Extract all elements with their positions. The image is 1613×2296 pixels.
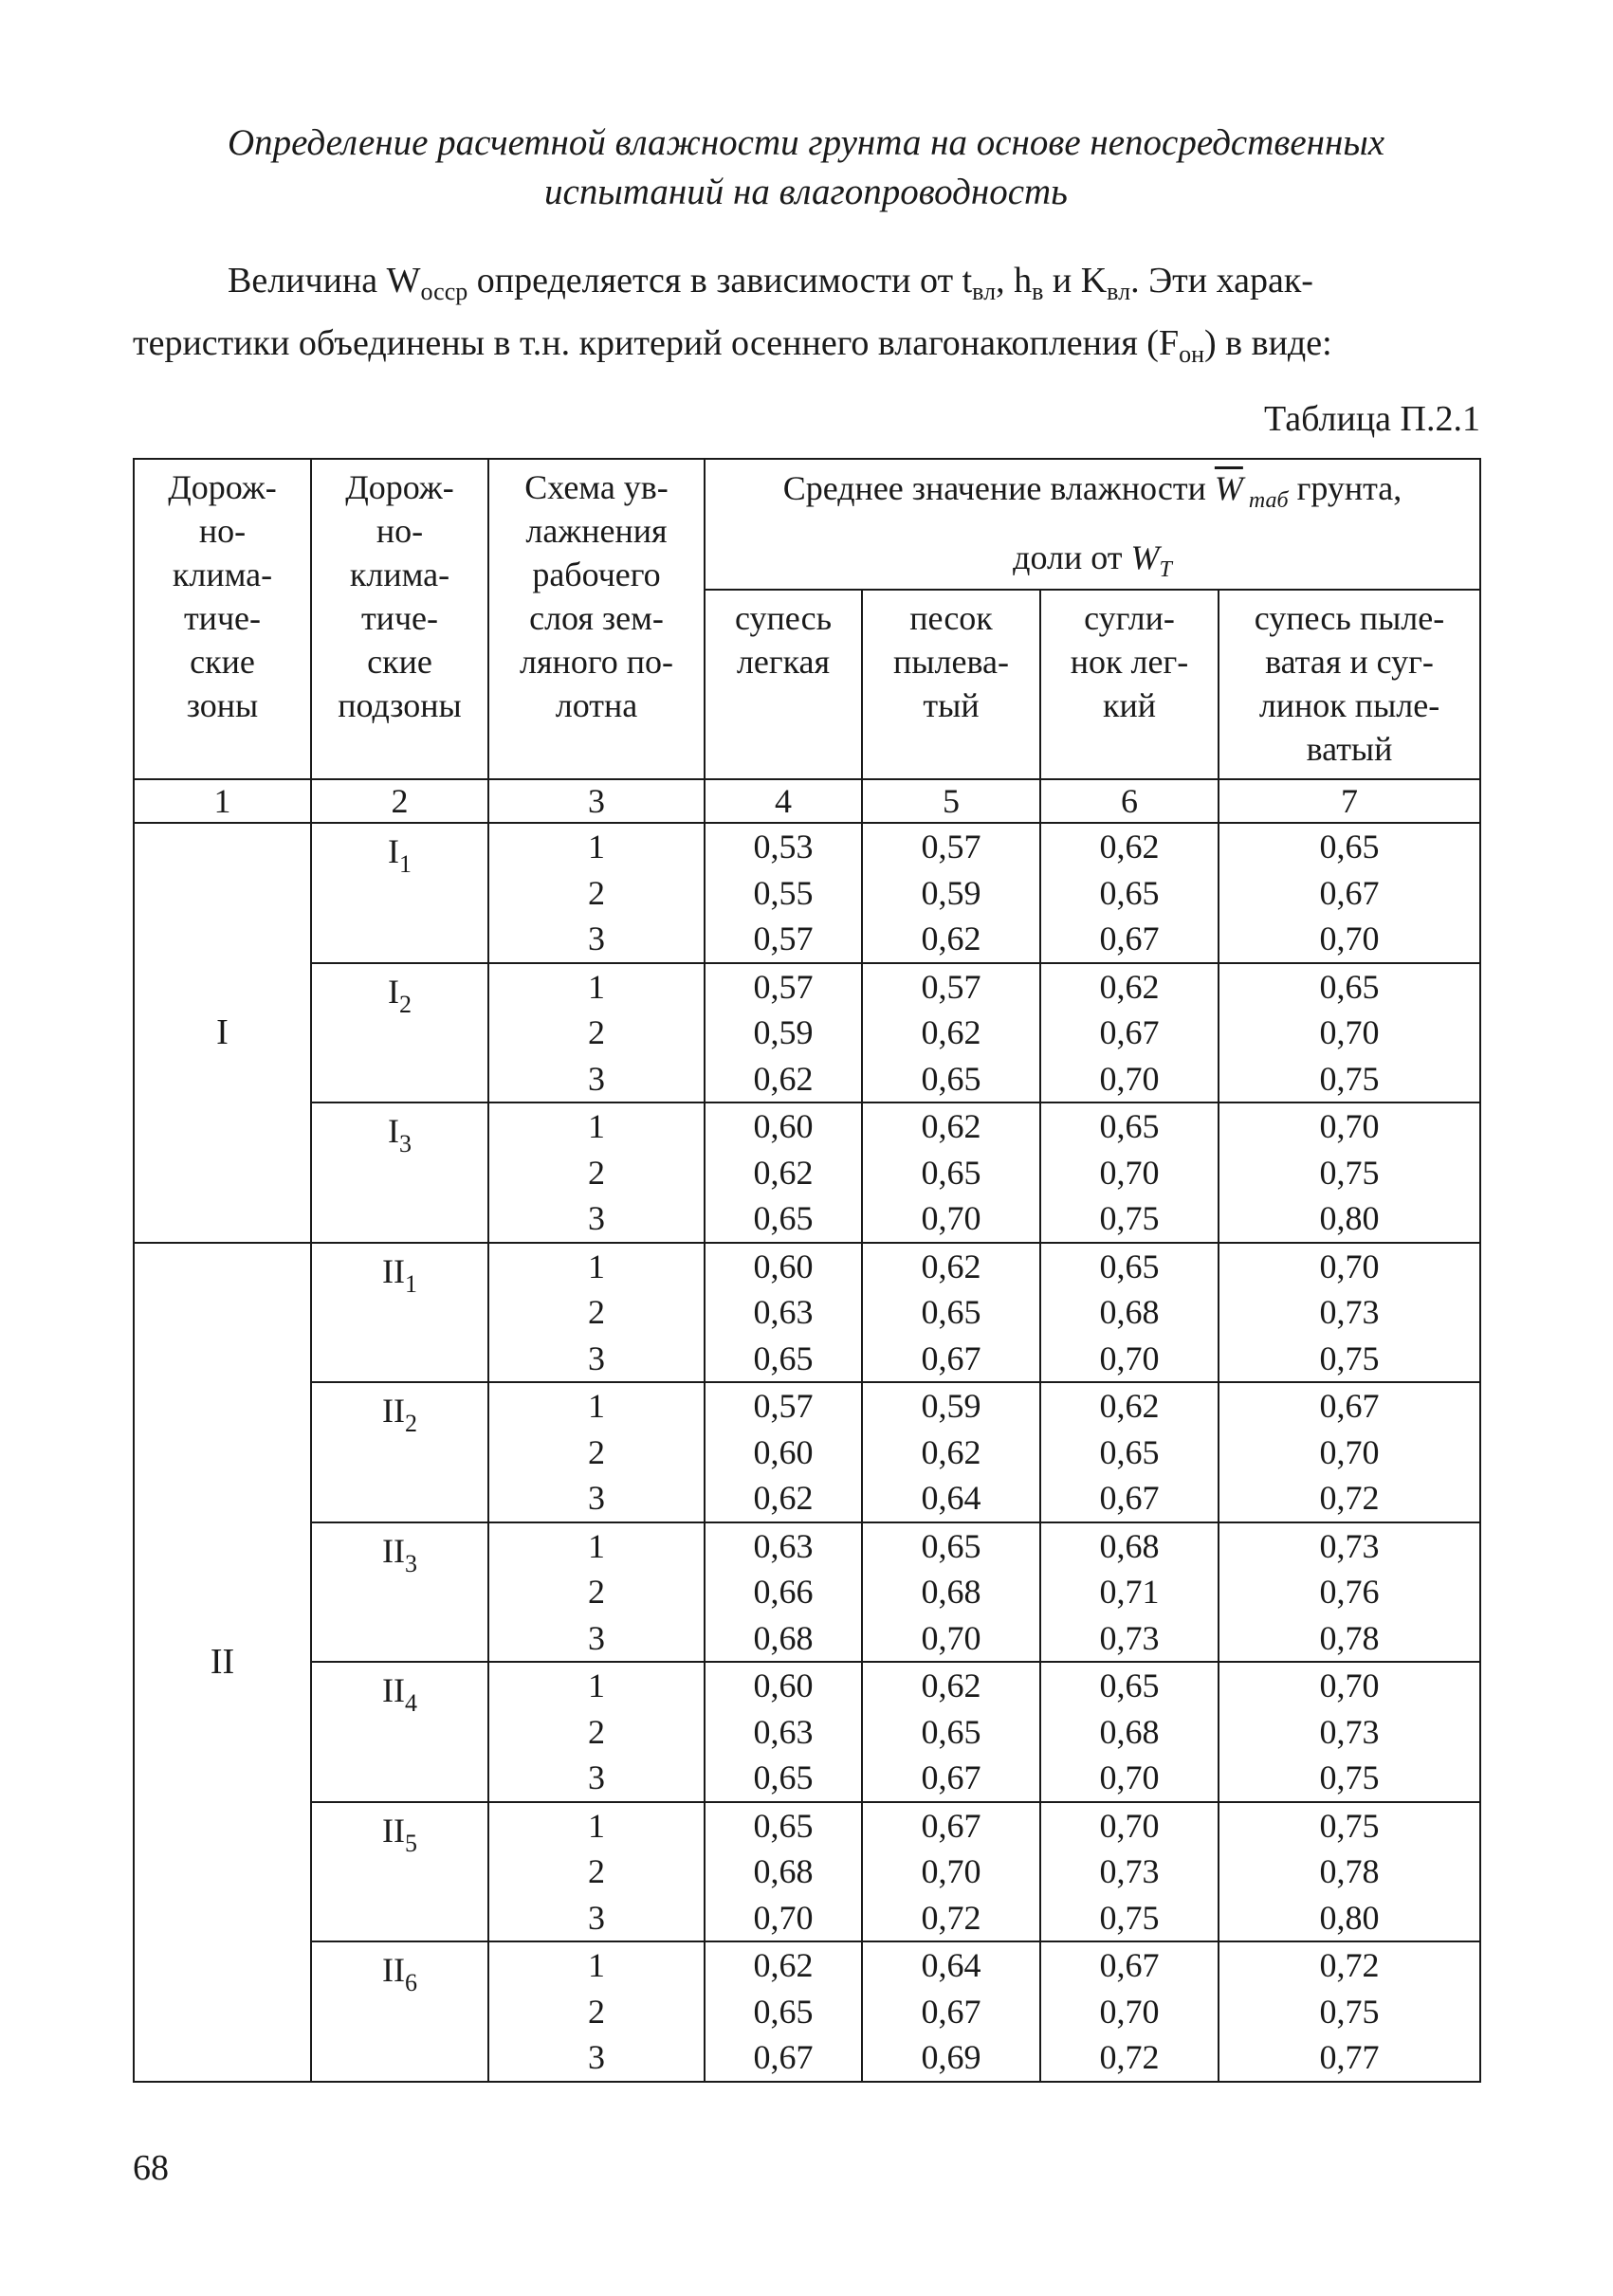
moisture-value: 0,65 bbox=[1099, 1247, 1160, 1285]
header-line: кий bbox=[1102, 686, 1157, 724]
moisture-value: 0,68 bbox=[1099, 1526, 1160, 1565]
intro-line-1: Величина $W_{оссp}$ определяется в зависимости от $t_{вл}$, $h_в$ и $K_{вл}$. Эти харак- bbox=[228, 261, 1313, 305]
moisture-value: 0,70 bbox=[1319, 920, 1380, 957]
moisture-value: 0,75 bbox=[1319, 1339, 1380, 1377]
moisture-value: 0,70 bbox=[1319, 1247, 1380, 1285]
scheme-number: 2 bbox=[588, 873, 605, 912]
table-row bbox=[134, 1802, 1480, 1942]
moisture-value: 0,65 bbox=[1099, 1432, 1160, 1471]
moisture-value: 0,66 bbox=[753, 1573, 814, 1611]
moisture-value: 0,70 bbox=[1319, 1667, 1380, 1704]
value-cell-c7 bbox=[1219, 823, 1480, 963]
moisture-value: 0,73 bbox=[1099, 1618, 1160, 1657]
table-row bbox=[134, 823, 1480, 963]
header-line: линок пыле- bbox=[1258, 686, 1440, 724]
column-number: 6 bbox=[1040, 779, 1219, 823]
value-cell-c6 bbox=[1040, 1382, 1219, 1522]
scheme-number: 2 bbox=[588, 1293, 605, 1331]
value-cell-c5 bbox=[862, 1802, 1040, 1942]
moisture-value: 0,62 bbox=[921, 1247, 981, 1285]
value-cell-c5 bbox=[862, 1102, 1040, 1243]
header-line: песок bbox=[909, 599, 993, 637]
moisture-value: 0,62 bbox=[753, 1059, 814, 1098]
moisture-value: 0,67 bbox=[753, 2038, 814, 2076]
header-zones bbox=[134, 459, 311, 779]
scheme-number: 3 bbox=[588, 1758, 605, 1796]
value-cell-c6 bbox=[1040, 963, 1219, 1103]
scheme-number: 1 bbox=[588, 1667, 605, 1704]
value-cell-c7 bbox=[1219, 1662, 1480, 1802]
header-line: легкая bbox=[736, 643, 831, 681]
header-line: зоны bbox=[186, 686, 259, 724]
scheme-number: 3 bbox=[588, 1059, 605, 1098]
table-row bbox=[134, 1662, 1480, 1802]
subzone-cell: $I_1$ bbox=[311, 823, 488, 963]
moisture-value: 0,75 bbox=[1319, 1806, 1380, 1845]
header-line: рабочего bbox=[532, 556, 661, 593]
value-cell-c5 bbox=[862, 1662, 1040, 1802]
scheme-number: 1 bbox=[588, 967, 605, 1006]
subzone-cell: $II_4$ bbox=[311, 1662, 488, 1802]
moisture-value: 0,60 bbox=[753, 1247, 814, 1285]
moisture-value: 0,64 bbox=[921, 1479, 981, 1517]
scheme-cell bbox=[488, 1662, 705, 1802]
moisture-value: 0,70 bbox=[1099, 1153, 1160, 1192]
moisture-value: 0,57 bbox=[753, 967, 814, 1006]
value-cell-c7 bbox=[1219, 1102, 1480, 1243]
value-cell-c7 bbox=[1219, 1522, 1480, 1663]
moisture-value: 0,67 bbox=[1099, 1013, 1160, 1051]
header-line: сугли- bbox=[1084, 599, 1175, 637]
moisture-value: 0,67 bbox=[921, 1806, 981, 1845]
moisture-value: 0,70 bbox=[1319, 1107, 1380, 1145]
table-row bbox=[134, 1522, 1480, 1663]
moisture-table bbox=[133, 458, 1481, 2083]
value-cell-c6 bbox=[1040, 1243, 1219, 1383]
moisture-value: 0,67 bbox=[1099, 1479, 1160, 1517]
header-line: тиче- bbox=[183, 599, 262, 637]
header-line: супесь пыле- bbox=[1254, 599, 1445, 637]
value-cell-c5 bbox=[862, 963, 1040, 1103]
header-line: клима- bbox=[349, 556, 450, 593]
scheme-number: 1 bbox=[588, 1946, 605, 1984]
moisture-value: 0,65 bbox=[921, 1526, 981, 1565]
moisture-value: 0,65 bbox=[753, 1806, 814, 1845]
value-cell-c4 bbox=[705, 1382, 862, 1522]
moisture-value: 0,72 bbox=[1319, 1479, 1380, 1517]
value-cell-c7 bbox=[1219, 1382, 1480, 1522]
value-cell-c7 bbox=[1219, 1802, 1480, 1942]
scheme-number: 2 bbox=[588, 1852, 605, 1890]
intro-paragraph bbox=[133, 249, 1479, 374]
scheme-cell bbox=[488, 1243, 705, 1383]
column-number: 7 bbox=[1219, 779, 1480, 823]
scheme-number: 1 bbox=[588, 1526, 605, 1565]
moisture-value: 0,62 bbox=[1099, 1387, 1160, 1425]
header-subzones bbox=[311, 459, 488, 779]
section-heading bbox=[133, 118, 1479, 217]
moisture-value: 0,71 bbox=[1099, 1573, 1160, 1611]
moisture-value: 0,62 bbox=[921, 1667, 981, 1704]
value-cell-c4 bbox=[705, 963, 862, 1103]
header-line: тиче- bbox=[360, 599, 439, 637]
value-cell-c5 bbox=[862, 1522, 1040, 1663]
scheme-number: 2 bbox=[588, 1013, 605, 1051]
moisture-value: 0,77 bbox=[1319, 2038, 1380, 2076]
moisture-value: 0,65 bbox=[921, 1059, 981, 1098]
header-line: ватая и суг- bbox=[1265, 643, 1434, 681]
value-cell-c6 bbox=[1040, 1802, 1219, 1942]
value-cell-c4 bbox=[705, 823, 862, 963]
moisture-value: 0,57 bbox=[921, 828, 981, 866]
header-line: супесь bbox=[734, 599, 833, 637]
header-line: Дорож- bbox=[345, 468, 454, 506]
scheme-number: 1 bbox=[588, 828, 605, 866]
scheme-number: 3 bbox=[588, 1199, 605, 1237]
column-number-row bbox=[134, 779, 1480, 823]
header-line: ские bbox=[190, 643, 255, 681]
moisture-value: 0,73 bbox=[1099, 1852, 1160, 1890]
header-line: Схема ув- bbox=[524, 468, 669, 506]
moisture-value: 0,62 bbox=[921, 1013, 981, 1051]
intro-line-2: теристики объединены в т.н. критерий осеннего влагонакопления $(F_{он})$ в виде: bbox=[133, 323, 1332, 368]
page-number: 68 bbox=[133, 2148, 169, 2188]
moisture-value: 0,67 bbox=[1319, 1387, 1380, 1425]
moisture-value: 0,72 bbox=[1319, 1946, 1380, 1984]
header-line: пылева- bbox=[893, 643, 1009, 681]
moisture-value: 0,60 bbox=[753, 1107, 814, 1145]
header-line: ватый bbox=[1306, 730, 1393, 768]
value-cell-c7 bbox=[1219, 1941, 1480, 2082]
moisture-value: 0,78 bbox=[1319, 1618, 1380, 1657]
moisture-value: 0,62 bbox=[753, 1946, 814, 1984]
scheme-number: 3 bbox=[588, 1618, 605, 1657]
moisture-value: 0,59 bbox=[921, 873, 981, 912]
scheme-number: 3 bbox=[588, 1339, 605, 1377]
moisture-value: 0,65 bbox=[1099, 1107, 1160, 1145]
value-cell-c4 bbox=[705, 1802, 862, 1942]
table-caption: Таблица П.2.1 bbox=[1264, 399, 1480, 439]
moisture-value: 0,59 bbox=[753, 1013, 814, 1051]
moisture-value: 0,75 bbox=[1099, 1898, 1160, 1937]
moisture-value: 0,75 bbox=[1319, 1758, 1380, 1796]
moisture-value: 0,69 bbox=[921, 2038, 981, 2076]
table-row bbox=[134, 963, 1480, 1103]
scheme-number: 2 bbox=[588, 1712, 605, 1751]
scheme-number: 1 bbox=[588, 1107, 605, 1145]
moisture-value: 0,65 bbox=[753, 1992, 814, 2031]
moisture-value: 0,75 bbox=[1319, 1153, 1380, 1192]
value-cell-c6 bbox=[1040, 1941, 1219, 2082]
moisture-value: 0,67 bbox=[1099, 920, 1160, 957]
moisture-value: 0,65 bbox=[753, 1199, 814, 1237]
value-cell-c5 bbox=[862, 1382, 1040, 1522]
value-cell-c6 bbox=[1040, 1102, 1219, 1243]
header-light-loam bbox=[1040, 590, 1219, 779]
moisture-value: 0,65 bbox=[753, 1339, 814, 1377]
moisture-value: 0,62 bbox=[753, 1153, 814, 1192]
moisture-value: 0,75 bbox=[1319, 1992, 1380, 2031]
moisture-value: 0,73 bbox=[1319, 1526, 1380, 1565]
moisture-value: 0,63 bbox=[753, 1526, 814, 1565]
moisture-value: 0,68 bbox=[921, 1573, 981, 1611]
moisture-value: 0,63 bbox=[753, 1712, 814, 1751]
header-light-sandy-loam bbox=[705, 590, 862, 779]
zone-cell: I bbox=[134, 823, 311, 1243]
moisture-value: 0,76 bbox=[1319, 1573, 1380, 1611]
table-row bbox=[134, 1941, 1480, 2082]
scheme-cell bbox=[488, 1382, 705, 1522]
moisture-value: 0,57 bbox=[921, 967, 981, 1006]
scheme-cell bbox=[488, 1802, 705, 1942]
header-silty-sand bbox=[862, 590, 1040, 779]
moisture-value: 0,63 bbox=[753, 1293, 814, 1331]
scheme-number: 3 bbox=[588, 1479, 605, 1517]
moisture-value: 0,78 bbox=[1319, 1852, 1380, 1890]
subzone-cell: $I_2$ bbox=[311, 963, 488, 1103]
table-row bbox=[134, 1243, 1480, 1383]
header-line: но- bbox=[376, 512, 424, 550]
moisture-value: 0,67 bbox=[921, 1992, 981, 2031]
scheme-number: 2 bbox=[588, 1573, 605, 1611]
moisture-value: 0,53 bbox=[753, 828, 814, 866]
moisture-value: 0,65 bbox=[921, 1153, 981, 1192]
value-cell-c4 bbox=[705, 1522, 862, 1663]
moisture-value: 0,62 bbox=[921, 1432, 981, 1471]
moisture-value: 0,62 bbox=[921, 1107, 981, 1145]
value-cell-c5 bbox=[862, 823, 1040, 963]
table-row bbox=[134, 1102, 1480, 1243]
scheme-cell bbox=[488, 1941, 705, 2082]
moisture-value: 0,70 bbox=[753, 1898, 814, 1937]
scheme-cell bbox=[488, 963, 705, 1103]
value-cell-c7 bbox=[1219, 1243, 1480, 1383]
moisture-value: 0,75 bbox=[1099, 1199, 1160, 1237]
value-cell-c6 bbox=[1040, 823, 1219, 963]
subzone-cell: $I_3$ bbox=[311, 1102, 488, 1243]
subzone-cell: $II_6$ bbox=[311, 1941, 488, 2082]
moisture-value: 0,62 bbox=[753, 1479, 814, 1517]
header-line: клима- bbox=[172, 556, 273, 593]
moisture-value: 0,65 bbox=[753, 1758, 814, 1796]
moisture-value: 0,72 bbox=[921, 1898, 981, 1937]
header-line: лотна bbox=[555, 686, 638, 724]
moisture-value: 0,55 bbox=[753, 873, 814, 912]
header-scheme bbox=[488, 459, 705, 779]
header-line: подзоны bbox=[338, 686, 462, 724]
moisture-value: 0,67 bbox=[1319, 873, 1380, 912]
scheme-number: 2 bbox=[588, 1992, 605, 2031]
value-cell-c6 bbox=[1040, 1522, 1219, 1663]
scheme-number: 1 bbox=[588, 1806, 605, 1845]
moisture-value: 0,67 bbox=[1099, 1946, 1160, 1984]
section-heading-line-1: Определение расчетной влажности грунта на основе непосредственных bbox=[227, 122, 1385, 163]
moisture-value: 0,57 bbox=[753, 920, 814, 957]
moisture-value: 0,68 bbox=[753, 1618, 814, 1657]
moisture-value: 0,70 bbox=[1099, 1339, 1160, 1377]
header-line: но- bbox=[198, 512, 247, 550]
moisture-value: 0,57 bbox=[753, 1387, 814, 1425]
scheme-number: 1 bbox=[588, 1387, 605, 1425]
scheme-number: 3 bbox=[588, 920, 605, 957]
scheme-cell bbox=[488, 823, 705, 963]
moisture-value: 0,62 bbox=[1099, 967, 1160, 1006]
header-mean-moisture: Среднее значение влажности $\overline{W}$ $_{таб}$ грунта, доли от $W_T$ bbox=[705, 459, 1480, 590]
zone-cell: II bbox=[134, 1243, 311, 2082]
moisture-value: 0,70 bbox=[921, 1852, 981, 1890]
moisture-value: 0,65 bbox=[1319, 828, 1380, 866]
header-line: лажнения bbox=[525, 512, 668, 550]
moisture-value: 0,80 bbox=[1319, 1898, 1380, 1937]
header-line: тый bbox=[923, 686, 980, 724]
moisture-value: 0,72 bbox=[1099, 2038, 1160, 2076]
moisture-value: 0,75 bbox=[1319, 1059, 1380, 1098]
scheme-number: 1 bbox=[588, 1247, 605, 1285]
moisture-value: 0,65 bbox=[921, 1293, 981, 1331]
moisture-value: 0,65 bbox=[1099, 873, 1160, 912]
moisture-value: 0,59 bbox=[921, 1387, 981, 1425]
moisture-value: 0,62 bbox=[921, 920, 981, 957]
subzone-cell: $II_3$ bbox=[311, 1522, 488, 1663]
column-number: 4 bbox=[705, 779, 862, 823]
scheme-number: 2 bbox=[588, 1432, 605, 1471]
header-line: Дорож- bbox=[168, 468, 277, 506]
value-cell-c5 bbox=[862, 1941, 1040, 2082]
moisture-value: 0,67 bbox=[921, 1758, 981, 1796]
moisture-value: 0,67 bbox=[921, 1339, 981, 1377]
moisture-value: 0,60 bbox=[753, 1432, 814, 1471]
value-cell-c4 bbox=[705, 1102, 862, 1243]
header-line: ляного по- bbox=[520, 643, 673, 681]
moisture-value: 0,73 bbox=[1319, 1712, 1380, 1751]
header-line: слоя зем- bbox=[529, 599, 664, 637]
moisture-value: 0,80 bbox=[1319, 1199, 1380, 1237]
moisture-value: 0,62 bbox=[1099, 828, 1160, 866]
moisture-value: 0,70 bbox=[1099, 1059, 1160, 1098]
scheme-number: 3 bbox=[588, 1898, 605, 1937]
subzone-cell: $II_2$ bbox=[311, 1382, 488, 1522]
moisture-value: 0,68 bbox=[753, 1852, 814, 1890]
value-cell-c6 bbox=[1040, 1662, 1219, 1802]
header-line: ские bbox=[367, 643, 432, 681]
subzone-cell: $II_1$ bbox=[311, 1243, 488, 1383]
moisture-value: 0,70 bbox=[921, 1618, 981, 1657]
value-cell-c7 bbox=[1219, 963, 1480, 1103]
value-cell-c4 bbox=[705, 1243, 862, 1383]
scheme-number: 3 bbox=[588, 2038, 605, 2076]
moisture-value: 0,65 bbox=[1099, 1667, 1160, 1704]
value-cell-c4 bbox=[705, 1662, 862, 1802]
column-number: 3 bbox=[488, 779, 705, 823]
moisture-value: 0,70 bbox=[921, 1199, 981, 1237]
column-number: 1 bbox=[134, 779, 311, 823]
section-heading-line-2: испытаний на влагопроводность bbox=[544, 172, 1068, 212]
moisture-value: 0,60 bbox=[753, 1667, 814, 1704]
header-silty-sandy-loam bbox=[1219, 590, 1480, 779]
moisture-value: 0,70 bbox=[1319, 1013, 1380, 1051]
table-row bbox=[134, 1382, 1480, 1522]
moisture-value: 0,65 bbox=[921, 1712, 981, 1751]
scheme-cell bbox=[488, 1102, 705, 1243]
scheme-number: 2 bbox=[588, 1153, 605, 1192]
moisture-value: 0,70 bbox=[1319, 1432, 1380, 1471]
moisture-value: 0,68 bbox=[1099, 1712, 1160, 1751]
value-cell-c4 bbox=[705, 1941, 862, 2082]
moisture-value: 0,70 bbox=[1099, 1758, 1160, 1796]
value-cell-c5 bbox=[862, 1243, 1040, 1383]
scheme-cell bbox=[488, 1522, 705, 1663]
moisture-value: 0,73 bbox=[1319, 1293, 1380, 1331]
moisture-value: 0,65 bbox=[1319, 967, 1380, 1006]
moisture-value: 0,70 bbox=[1099, 1992, 1160, 2031]
moisture-value: 0,64 bbox=[921, 1946, 981, 1984]
column-number: 2 bbox=[311, 779, 488, 823]
subzone-cell: $II_5$ bbox=[311, 1802, 488, 1942]
moisture-value: 0,70 bbox=[1099, 1806, 1160, 1845]
header-line: нок лег- bbox=[1070, 643, 1189, 681]
column-number: 5 bbox=[862, 779, 1040, 823]
moisture-value: 0,68 bbox=[1099, 1293, 1160, 1331]
